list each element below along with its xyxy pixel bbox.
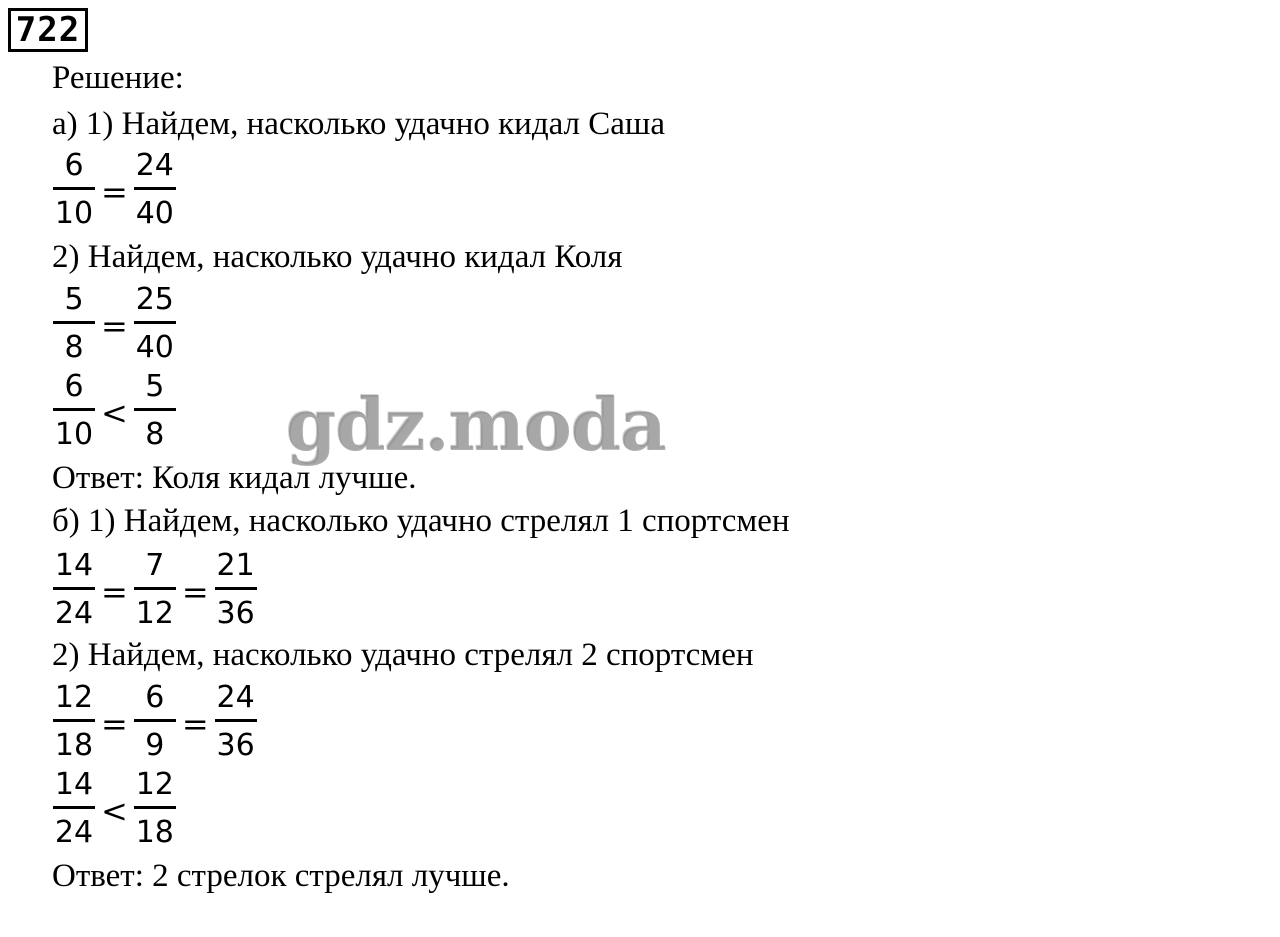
- fraction-bar: [53, 806, 95, 809]
- denominator: 24: [54, 596, 94, 631]
- part-b-equation-2: [52, 677, 258, 767]
- numerator: 21: [216, 548, 255, 583]
- operator: <: [101, 792, 128, 830]
- denominator: 8: [145, 417, 165, 452]
- fraction: [214, 548, 258, 632]
- denominator: 24: [54, 815, 94, 850]
- denominator: 40: [135, 330, 174, 365]
- fraction: [52, 548, 96, 632]
- operator: <: [101, 394, 128, 432]
- numerator: 5: [145, 369, 165, 404]
- denominator: 18: [54, 728, 94, 763]
- operator: =: [101, 573, 128, 611]
- denominator: 10: [54, 417, 94, 452]
- numerator: 5: [64, 282, 84, 317]
- numerator: 24: [216, 680, 255, 715]
- numerator: 14: [54, 548, 94, 583]
- fraction: [52, 369, 96, 453]
- fraction-bar: [134, 806, 176, 809]
- part-b-step-2-text: 2) Найдем, насколько удачно стрелял 2 спортсмен: [52, 637, 754, 673]
- fraction: [214, 680, 258, 764]
- part-b-equation-1: [52, 545, 258, 635]
- fraction-bar: [53, 719, 95, 722]
- fraction: [133, 767, 177, 851]
- fraction-bar: [134, 587, 176, 590]
- fraction-bar: [53, 587, 95, 590]
- part-b-answer: Ответ: 2 стрелок стрелял лучше.: [52, 858, 510, 894]
- fraction-bar: [134, 321, 176, 324]
- fraction-bar: [215, 587, 257, 590]
- part-a-step-2-text: 2) Найдем, насколько удачно кидал Коля: [52, 239, 623, 275]
- numerator: 24: [135, 148, 174, 183]
- numerator: 6: [64, 148, 84, 183]
- part-b-step-1-text: б) 1) Найдем, насколько удачно стрелял 1 спортсмен: [52, 503, 790, 539]
- fraction: [133, 282, 177, 366]
- numerator: 12: [54, 680, 94, 715]
- numerator: 6: [145, 680, 165, 715]
- operator: =: [181, 705, 209, 743]
- fraction: [52, 767, 96, 851]
- fraction-bar: [134, 187, 176, 190]
- fraction: [133, 680, 177, 764]
- solution-heading: Решение:: [52, 60, 184, 96]
- denominator: 12: [135, 596, 174, 631]
- numerator: 14: [54, 767, 94, 802]
- part-a-comparison: [52, 366, 177, 456]
- denominator: 40: [135, 196, 174, 231]
- fraction-bar: [134, 408, 176, 411]
- fraction: [52, 148, 96, 232]
- part-a-equation-1: [52, 145, 177, 235]
- denominator: 18: [135, 815, 174, 850]
- operator: =: [101, 705, 128, 743]
- problem-number-badge: 722: [8, 8, 88, 52]
- denominator: 9: [145, 728, 165, 763]
- numerator: 25: [135, 282, 174, 317]
- denominator: 36: [216, 728, 255, 763]
- fraction-bar: [53, 321, 95, 324]
- fraction: [52, 282, 96, 366]
- numerator: 12: [135, 767, 174, 802]
- fraction-bar: [134, 719, 176, 722]
- part-b-comparison: [52, 764, 177, 854]
- denominator: 10: [54, 196, 94, 231]
- fraction-bar: [53, 408, 95, 411]
- part-a-equation-2: [52, 279, 177, 369]
- part-a-step-1-text: а) 1) Найдем, насколько удачно кидал Саша: [52, 106, 665, 142]
- part-a-answer: Ответ: Коля кидал лучше.: [52, 460, 417, 496]
- fraction: [52, 680, 96, 764]
- operator: =: [101, 307, 128, 345]
- fraction: [133, 369, 177, 453]
- denominator: 8: [64, 330, 84, 365]
- fraction-bar: [53, 187, 95, 190]
- numerator: 7: [145, 548, 165, 583]
- fraction-bar: [215, 719, 257, 722]
- fraction: [133, 148, 177, 232]
- watermark: gdz.moda: [286, 382, 666, 467]
- operator: =: [181, 573, 209, 611]
- operator: =: [101, 173, 128, 211]
- numerator: 6: [64, 369, 84, 404]
- denominator: 36: [216, 596, 255, 631]
- fraction: [133, 548, 177, 632]
